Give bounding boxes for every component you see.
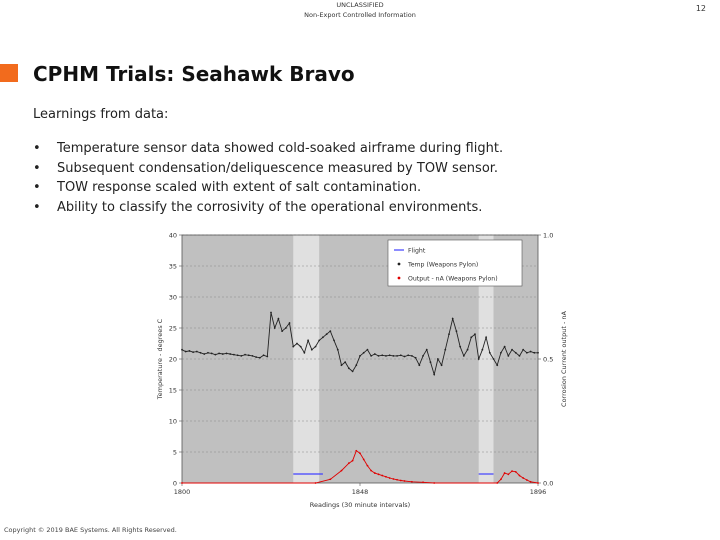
bullet-item [33,198,503,218]
temperature-data-point [255,356,257,358]
current-data-point [315,482,317,484]
y-tick-label: 35 [168,262,177,271]
temperature-data-point [278,318,280,320]
classification-marking: UNCLASSIFIED [336,1,384,9]
temperature-data-point [378,355,380,357]
temperature-data-point [311,349,313,351]
temperature-data-point [396,355,398,357]
slide-title: CPHM Trials: Seahawk Bravo [33,62,355,86]
temperature-data-point [437,358,439,360]
bullet-item [33,139,503,159]
temperature-data-point [296,343,298,345]
temperature-data-point [374,353,376,355]
current-data-point [519,475,521,477]
current-data-point [500,478,502,480]
current-data-point [389,477,391,479]
current-data-point [341,470,343,472]
temperature-data-point [441,364,443,366]
temperature-data-point [322,336,324,338]
y-axis-label: Temperature - degrees C [156,318,164,400]
temperature-data-point [389,354,391,356]
temperature-data-point [315,346,317,348]
legend-swatch-dot [398,277,401,280]
temperature-data-point [214,354,216,356]
current-data-point [378,473,380,475]
current-data-point [511,470,513,472]
y-tick-label: 25 [168,324,177,333]
y-tick-label: 10 [168,417,177,426]
legend-swatch-dot [398,263,401,266]
bullet-list [33,139,503,217]
temperature-data-point [515,352,517,354]
temperature-data-point [385,355,387,357]
temperature-data-point [485,336,487,338]
current-data-point [537,482,539,484]
temperature-data-point [222,353,224,355]
temperature-data-point [507,355,509,357]
current-data-point [422,481,424,483]
temperature-data-point [496,364,498,366]
current-data-point [404,480,406,482]
current-data-point [496,482,498,484]
temperature-data-point [192,351,194,353]
temperature-data-point [474,333,476,335]
temperature-data-point [493,358,495,360]
temperature-data-point [207,352,209,354]
copyright-notice: Copyright © 2019 BAE Systems. All Rights Reserved. [4,526,177,534]
temperature-data-point [248,354,250,356]
temperature-data-point [422,355,424,357]
temperature-data-point [281,330,283,332]
temperature-data-point [263,354,265,356]
temperature-data-point [452,318,454,320]
temperature-data-point [341,364,343,366]
temperature-corrosion-chart [150,225,570,515]
temperature-data-point [392,355,394,357]
current-data-point [355,450,357,452]
temperature-data-point [481,349,483,351]
temperature-data-point [270,312,272,314]
temperature-data-point [233,354,235,356]
bullet-marker: • [33,180,41,195]
temperature-data-point [504,346,506,348]
x-tick-label: 1848 [351,488,369,496]
temperature-data-point [537,352,539,354]
temperature-data-point [530,351,532,353]
bullet-marker: • [33,199,41,215]
y2-tick-label: 0.5 [543,355,554,364]
current-data-point [348,462,350,464]
current-data-point [329,478,331,480]
temperature-data-point [211,353,213,355]
temperature-data-point [259,357,261,359]
temperature-data-point [333,340,335,342]
temperature-data-point [352,371,354,373]
temperature-data-point [463,355,465,357]
temperature-data-point [203,353,205,355]
temperature-data-point [181,349,183,351]
current-data-point [381,475,383,477]
temperature-data-point [348,367,350,369]
x-axis-label: Readings (30 minute intervals) [309,501,411,509]
legend-label: Temp (Weapons Pylon) [408,261,479,269]
current-data-point [396,479,398,481]
temperature-data-point [363,352,365,354]
temperature-data-point [381,354,383,356]
temperature-data-point [404,356,406,358]
temperature-data-point [359,355,361,357]
temperature-data-point [470,336,472,338]
current-data-point [352,460,354,462]
temperature-data-point [526,352,528,354]
temperature-data-point [511,349,513,351]
current-data-point [392,478,394,480]
temperature-data-point [326,333,328,335]
current-data-point [515,471,517,473]
temperature-data-point [252,355,254,357]
temperature-data-point [407,354,409,356]
temperature-data-point [418,364,420,366]
temperature-data-point [329,330,331,332]
current-data-point [504,472,506,474]
cui-marking: Non-Export Controlled Information [304,11,416,19]
y2-axis-label: Corrosion Current output - nA [560,311,568,407]
y-tick-label: 15 [168,386,177,395]
bullet-marker: • [33,141,41,156]
current-data-point [385,476,387,478]
temperature-data-point [226,353,228,355]
temperature-data-point [519,355,521,357]
temperature-data-point [185,351,187,353]
temperature-data-point [229,353,231,355]
y-tick-label: 5 [172,448,177,457]
y-tick-label: 40 [168,231,177,240]
current-data-point [522,477,524,479]
page-number: 12 [695,4,706,13]
temperature-data-point [196,351,198,353]
bullet-text: Subsequent condensation/deliquescence measured by TOW sensor. [57,160,499,176]
temperature-data-point [274,327,276,329]
temperature-data-point [303,352,305,354]
current-data-point [363,459,365,461]
temperature-data-point [415,357,417,359]
current-data-point [374,472,376,474]
temperature-data-point [355,364,357,366]
temperature-data-point [400,354,402,356]
temperature-data-point [430,361,432,363]
temperature-data-point [218,353,220,355]
temperature-data-point [266,356,268,358]
temperature-data-point [292,346,294,348]
temperature-data-point [318,340,320,342]
temperature-data-point [344,361,346,363]
temperature-data-point [244,354,246,356]
temperature-data-point [500,352,502,354]
temperature-data-point [426,349,428,351]
temperature-data-point [433,374,435,376]
current-data-point [526,479,528,481]
current-data-point [359,452,361,454]
current-data-point [367,465,369,467]
temperature-data-point [467,349,469,351]
temperature-data-point [285,327,287,329]
temperature-data-point [448,333,450,335]
current-data-point [181,482,183,484]
current-data-point [400,480,402,482]
temperature-data-point [300,346,302,348]
y2-tick-label: 1.0 [543,231,554,240]
bullet-item [33,159,503,179]
temperature-data-point [189,350,191,352]
current-data-point [530,481,532,483]
temperature-data-point [459,346,461,348]
temperature-data-point [337,349,339,351]
bullet-marker: • [33,160,41,176]
x-tick-label: 1800 [173,488,191,496]
y-tick-label: 0 [172,479,177,488]
temperature-data-point [533,352,535,354]
current-data-point [433,482,435,484]
temperature-data-point [237,354,239,356]
slide-subtitle: Learnings from data: [33,107,169,122]
bullet-item [33,178,503,198]
current-data-point [507,473,509,475]
y2-tick-label: 0.0 [543,479,554,488]
temperature-data-point [522,349,524,351]
legend-label: Output - nA (Weapons Pylon) [408,275,498,283]
temperature-data-point [240,355,242,357]
temperature-data-point [489,352,491,354]
title-accent-square [0,64,18,82]
temperature-data-point [370,355,372,357]
y-tick-label: 30 [168,293,177,302]
temperature-data-point [307,340,309,342]
bullet-text: TOW response scaled with extent of salt contamination. [57,180,422,195]
temperature-data-point [289,322,291,324]
y-tick-label: 20 [168,355,177,364]
temperature-data-point [444,349,446,351]
temperature-data-point [411,355,413,357]
current-data-point [370,470,372,472]
bullet-text: Ability to classify the corrosivity of the operational environments. [57,199,483,215]
temperature-data-point [478,358,480,360]
temperature-data-point [367,349,369,351]
bullet-text: Temperature sensor data showed cold-soaked airframe during flight. [57,141,504,156]
current-data-point [411,481,413,483]
temperature-data-point [456,330,458,332]
legend-label: Flight [408,247,426,255]
temperature-data-point [200,352,202,354]
x-tick-label: 1896 [529,488,547,496]
